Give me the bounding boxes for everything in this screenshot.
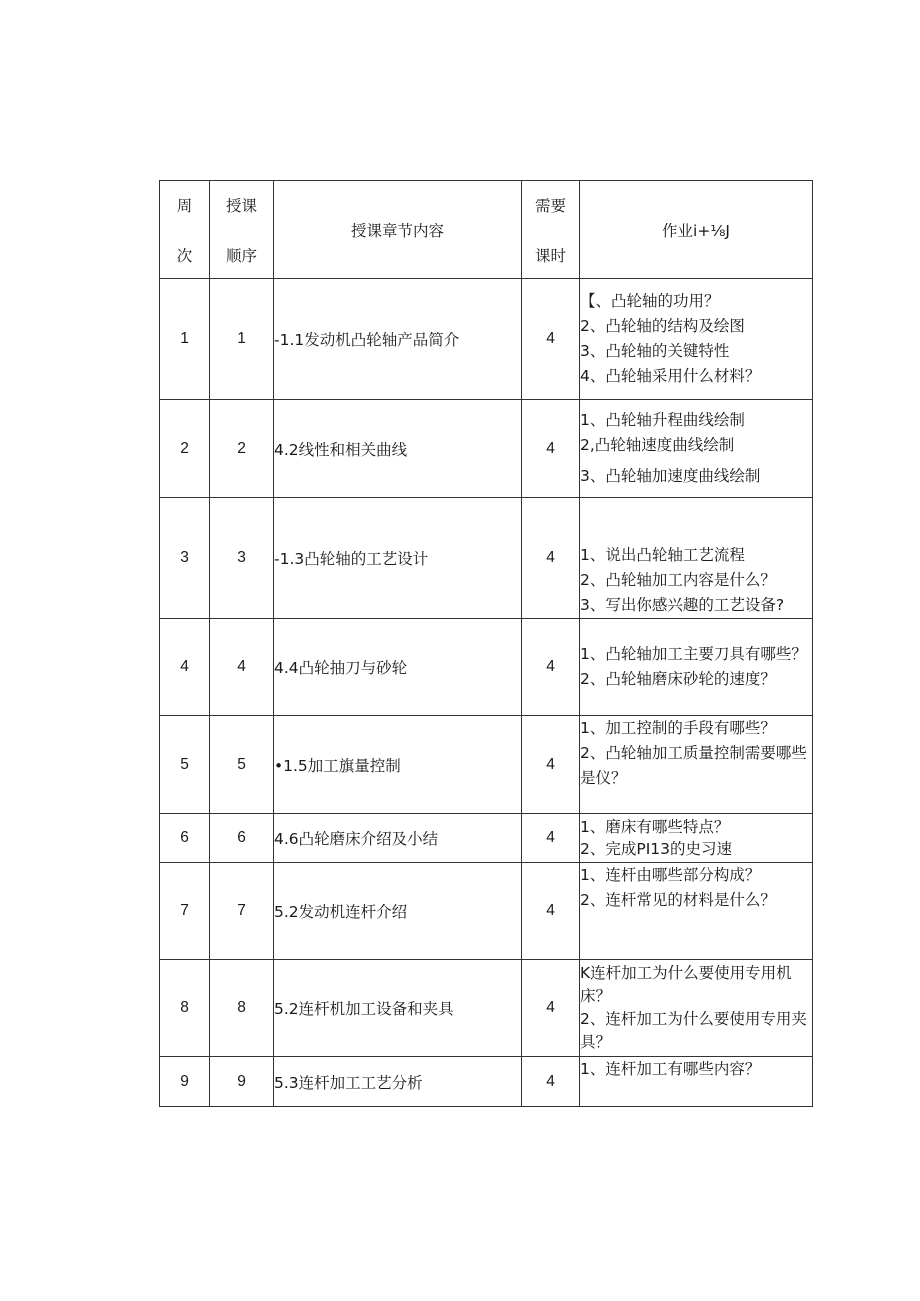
order-cell: 6 xyxy=(210,814,274,863)
homework-cell xyxy=(580,619,813,716)
hours-cell: 4 xyxy=(522,1057,580,1107)
header-hours-line1: 需要 xyxy=(534,196,566,215)
header-hours xyxy=(522,181,580,279)
homework-item: 1、凸轮轴加工主要刀具有哪些？ xyxy=(580,645,807,663)
homework-item: 2、凸轮轴磨床砂轮的速度？ xyxy=(580,670,776,688)
homework-item: K连杆加工为什么要使用专用机床？ xyxy=(580,964,792,1005)
homework-item: 4、凸轮轴采用什么材料？ xyxy=(580,367,761,385)
homework-cell xyxy=(580,279,813,400)
content-cell: 4.4凸轮抽刀与砂轮 xyxy=(274,619,522,716)
homework-cell xyxy=(580,716,813,814)
week-cell: 8 xyxy=(160,960,210,1057)
hours-cell: 4 xyxy=(522,400,580,498)
hours-cell: 4 xyxy=(522,619,580,716)
week-cell: 9 xyxy=(160,1057,210,1107)
homework-item: 1、说出凸轮轴工艺流程 xyxy=(580,546,745,564)
homework-item: 1、连杆加工有哪些内容？ xyxy=(580,1060,761,1078)
header-week xyxy=(160,181,210,279)
homework-item: 2、连杆加工为什么要使用专用夹具？ xyxy=(580,1010,807,1051)
homework-cell xyxy=(580,400,813,498)
order-cell: 8 xyxy=(210,960,274,1057)
header-content: 授课章节内容 xyxy=(274,181,522,279)
week-cell: 4 xyxy=(160,619,210,716)
table-row xyxy=(160,960,813,1057)
table-row xyxy=(160,619,813,716)
hours-cell: 4 xyxy=(522,863,580,960)
order-cell: 1 xyxy=(210,279,274,400)
homework-item: 3、凸轮轴加速度曲线绘制 xyxy=(580,467,761,485)
homework-item: 1、加工控制的手段有哪些？ xyxy=(580,719,776,737)
content-cell: 4.6凸轮磨床介绍及小结 xyxy=(274,814,522,863)
content-cell: -1.1发动机凸轮轴产品简介 xyxy=(274,279,522,400)
homework-item: 2、连杆常见的材料是什么？ xyxy=(580,891,776,909)
homework-item: 2、凸轮轴加工质量控制需要哪些是仪？ xyxy=(580,744,807,787)
homework-item: 1、凸轮轴升程曲线绘制 xyxy=(580,411,745,429)
header-row xyxy=(160,181,813,279)
order-cell: 3 xyxy=(210,498,274,619)
table-row xyxy=(160,1057,813,1107)
header-order-line1: 授课 xyxy=(225,196,257,215)
hours-cell: 4 xyxy=(522,498,580,619)
homework-item: 2、凸轮轴的结构及绘图 xyxy=(580,317,745,335)
content-cell: 4.2线性和相关曲线 xyxy=(274,400,522,498)
hours-cell: 4 xyxy=(522,960,580,1057)
table-row xyxy=(160,498,813,619)
homework-item: 2、完成PI13的史习速 xyxy=(580,840,733,858)
week-cell: 7 xyxy=(160,863,210,960)
hours-cell: 4 xyxy=(522,814,580,863)
order-cell: 7 xyxy=(210,863,274,960)
header-homework: 作业i+⅛J xyxy=(580,181,813,279)
order-cell: 4 xyxy=(210,619,274,716)
table-row xyxy=(160,863,813,960)
homework-cell xyxy=(580,814,813,863)
homework-item: 1、连杆由哪些部分构成？ xyxy=(580,866,761,884)
header-week-line1: 周 xyxy=(176,196,193,215)
homework-cell xyxy=(580,498,813,619)
table-row xyxy=(160,279,813,400)
week-cell: 5 xyxy=(160,716,210,814)
week-cell: 2 xyxy=(160,400,210,498)
week-cell: 6 xyxy=(160,814,210,863)
content-cell: 5.2连杆机加工设备和夹具 xyxy=(274,960,522,1057)
header-week-line2: 次 xyxy=(176,246,193,265)
homework-item: 3、凸轮轴的关键特性 xyxy=(580,342,730,360)
content-cell: •1.5加工旗量控制 xyxy=(274,716,522,814)
homework-item: 3、写出你感兴趣的工艺设备? xyxy=(580,596,785,614)
header-order-line2: 顺序 xyxy=(225,246,257,265)
homework-cell xyxy=(580,1057,813,1107)
homework-cell xyxy=(580,863,813,960)
header-order xyxy=(210,181,274,279)
table-row xyxy=(160,400,813,498)
hours-cell: 4 xyxy=(522,716,580,814)
table-row xyxy=(160,814,813,863)
header-hours-line2: 课时 xyxy=(534,246,566,265)
content-cell: -1.3凸轮轴的工艺设计 xyxy=(274,498,522,619)
week-cell: 1 xyxy=(160,279,210,400)
table-row xyxy=(160,716,813,814)
homework-item: 2、凸轮轴加工内容是什么？ xyxy=(580,571,776,589)
week-cell: 3 xyxy=(160,498,210,619)
order-cell: 9 xyxy=(210,1057,274,1107)
homework-item: 【、凸轮轴的功用？ xyxy=(580,292,720,310)
homework-item: 1、磨床有哪些特点？ xyxy=(580,818,730,836)
order-cell: 2 xyxy=(210,400,274,498)
content-cell: 5.2发动机连杆介绍 xyxy=(274,863,522,960)
hours-cell: 4 xyxy=(522,279,580,400)
homework-item: 2,凸轮轴速度曲线绘制 xyxy=(580,436,735,454)
order-cell: 5 xyxy=(210,716,274,814)
homework-cell xyxy=(580,960,813,1057)
course-schedule-table xyxy=(159,180,813,1107)
content-cell: 5.3连杆加工工艺分析 xyxy=(274,1057,522,1107)
